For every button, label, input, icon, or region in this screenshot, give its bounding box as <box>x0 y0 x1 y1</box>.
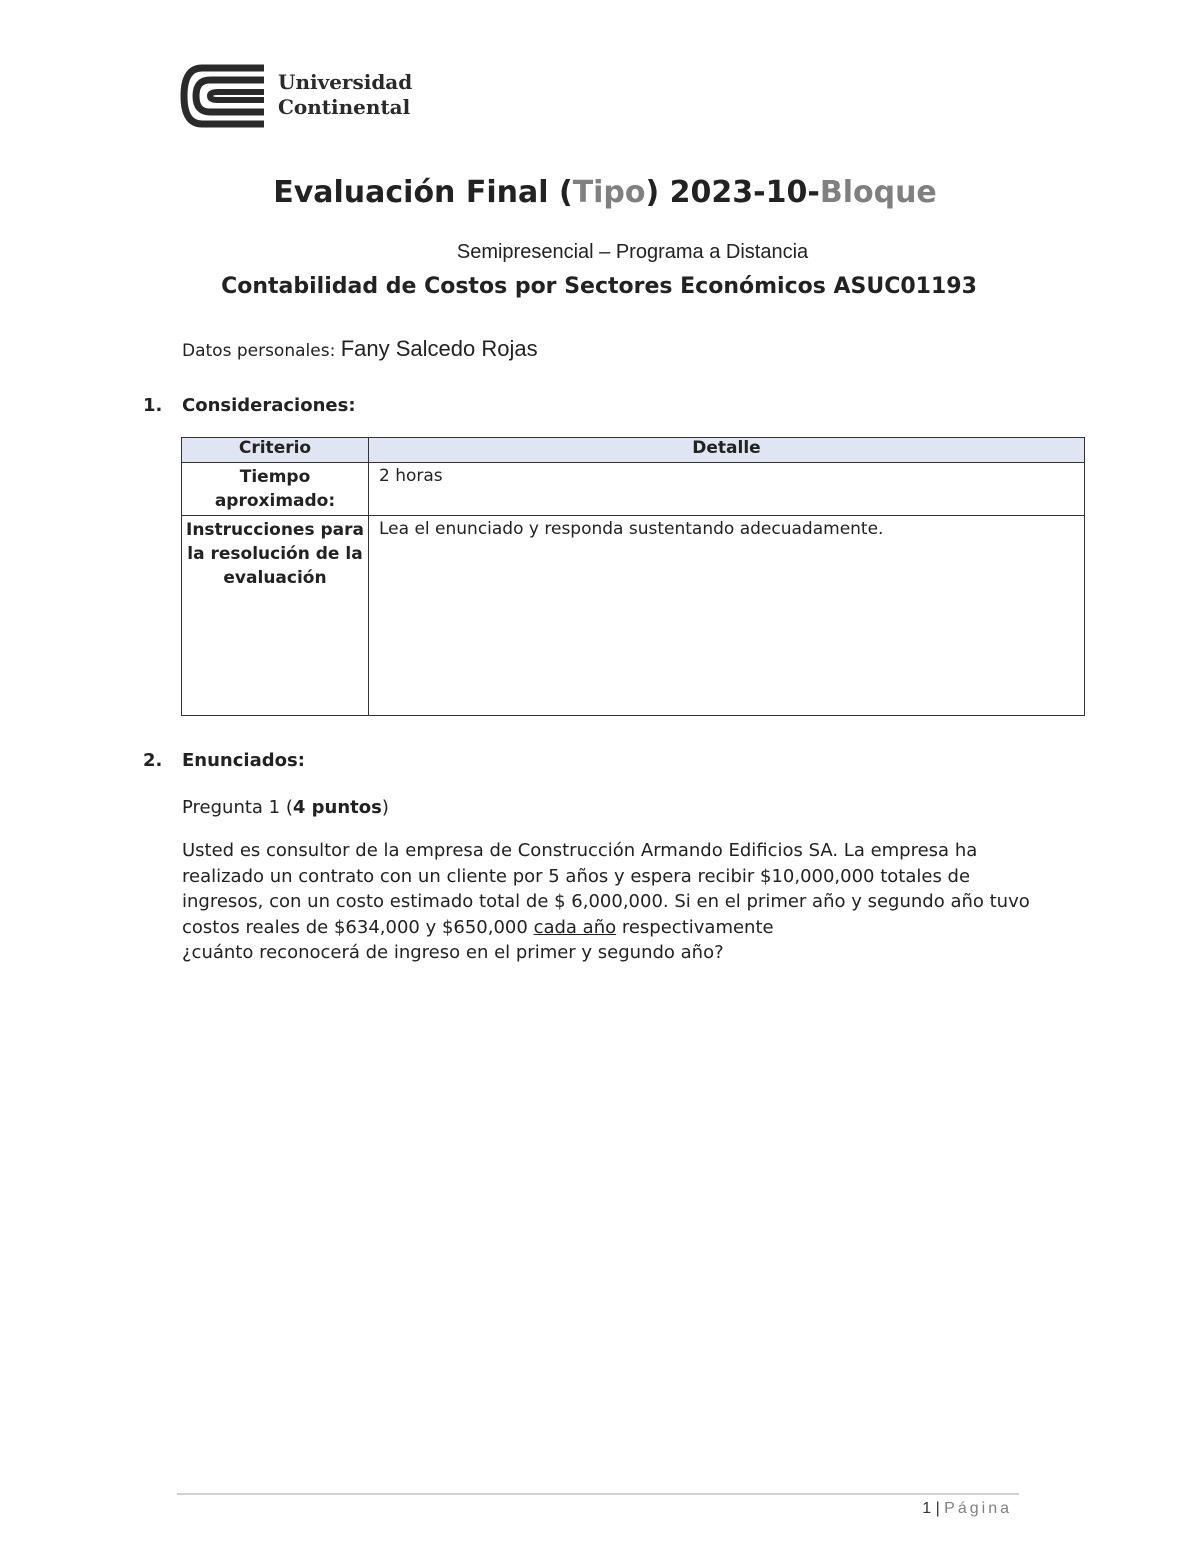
question-text: Usted es consultor de la empresa de Construcción Armando Edificios SA. La empresa ha realizado un contrato con un cliente por 5 años y espera recibir $10,000,000 totales de ingresos, con un costo estimado total de $ 6,000,000. Si en el primer año y segundo año tuvo costos reales de $634,000 y $650,000 <box>182 840 1030 938</box>
detalle-cell: 2 horas <box>369 463 1085 516</box>
title-part-3: ) 2023-10- <box>645 175 820 210</box>
section-label: Enunciados: <box>182 750 305 771</box>
criterio-cell: Tiempo aproximado: <box>182 463 369 516</box>
question-points: 4 puntos <box>292 797 382 818</box>
page-label: Página <box>944 1500 1012 1517</box>
modality-subtitle: Semipresencial – Programa a Distancia <box>456 241 809 263</box>
page-footer <box>0 1500 1012 1518</box>
question-title-prefix: Pregunta 1 ( <box>182 797 293 818</box>
question-underlined-text: cada año <box>533 916 617 938</box>
detalle-cell: Lea el enunciado y responda sustentando adecuadamente. <box>369 516 1085 716</box>
course-title: Contabilidad de Costos por Sectores Económicos ASUC01193 <box>221 274 977 299</box>
logo-line-1: Universidad <box>278 70 413 94</box>
section-enunciados <box>143 750 305 771</box>
question-prompt: ¿cuánto reconocerá de ingreso en el primer y segundo año? <box>182 942 724 963</box>
personal-data <box>182 336 538 362</box>
table-header-row <box>182 438 1085 463</box>
student-name: Fany Salcedo Rojas <box>340 336 538 361</box>
section-number: 1. <box>143 395 163 416</box>
considerations-table <box>181 437 1085 716</box>
question-body <box>182 838 1042 966</box>
table-row <box>182 463 1085 516</box>
logo-line-2: Continental <box>278 95 411 119</box>
footer-separator: | <box>935 1500 940 1517</box>
section-label: Consideraciones: <box>182 395 356 416</box>
footer-divider <box>177 1493 1019 1495</box>
section-consideraciones <box>143 395 356 416</box>
question-title <box>182 797 389 818</box>
personal-data-label: Datos personales: <box>182 341 336 361</box>
section-number: 2. <box>143 750 163 771</box>
title-part-2: Tipo <box>572 175 646 210</box>
header-criterio: Criterio <box>182 438 369 463</box>
table-row <box>182 516 1085 716</box>
question-title-suffix: ) <box>381 797 389 818</box>
header-detalle: Detalle <box>369 438 1085 463</box>
criterio-cell: Instrucciones para la resolución de la evaluación <box>182 516 369 716</box>
title-part-1: Evaluación Final ( <box>273 175 573 210</box>
question-text-end: respectivamente <box>616 916 774 938</box>
document-title <box>0 175 1200 210</box>
university-logo-text <box>278 70 412 120</box>
page-number: 1 <box>922 1500 932 1517</box>
title-part-4: Bloque <box>819 175 937 210</box>
